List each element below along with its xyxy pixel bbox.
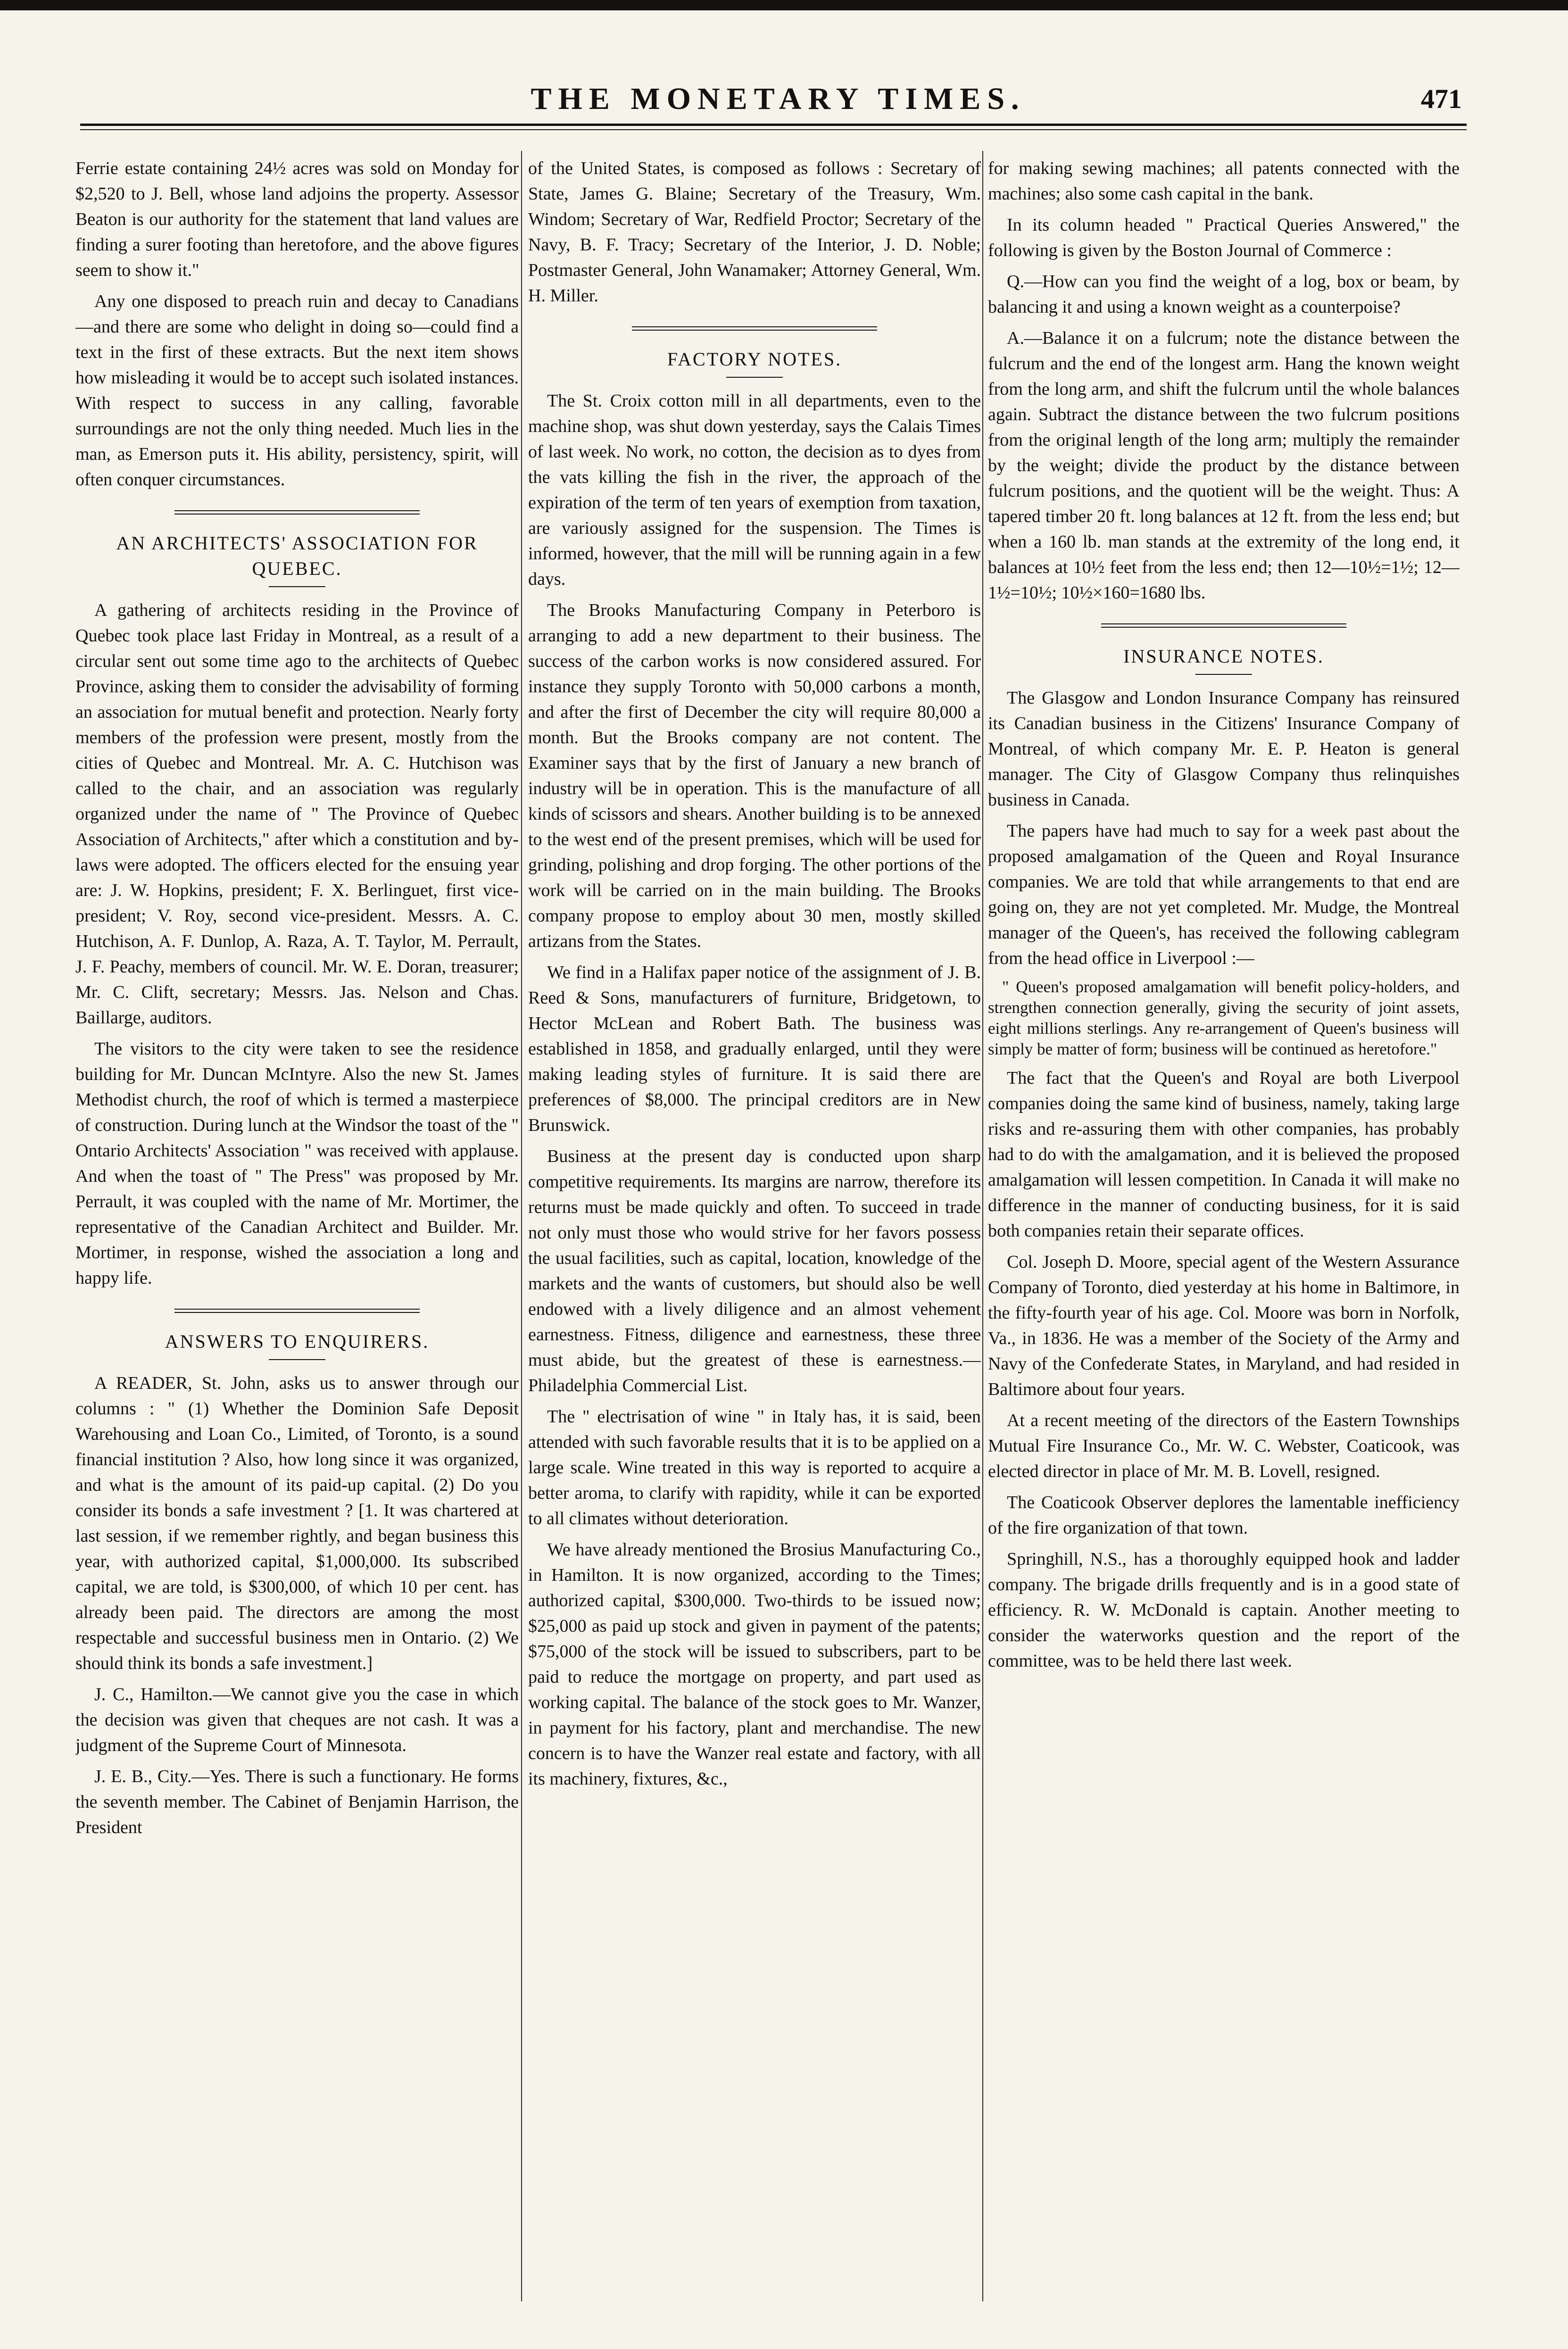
article-paragraph: The Brooks Manufacturing Company in Peterboro is arranging to add a new department to their business. The success of the carbon works is now considered assured. For instance they supply Toronto with 50,000 carbons a month, and after the first of December the city will require 80,000 a month. But the Brooks company are not content. The Examiner says that by the first of January a new branch of industry will be in operation. This is the manufacture of all kinds of scissors and shears. Another building is to be annexed to the west end of the present premises, which will be used for grinding, polishing and drop forging. The other portions of the work will be carried on in the main building. The Brooks company propose to employ about 30 men, mostly skilled artizans from the States. <box>528 600 981 951</box>
headline-factory-notes: FACTORY NOTES. <box>667 349 842 370</box>
newspaper-title: THE MONETARY TIMES. <box>531 82 1026 116</box>
column-2 <box>528 156 981 2301</box>
section-separator <box>1101 623 1346 628</box>
article-paragraph: A gathering of architects residing in the Province of Quebec took place last Friday in Montreal, as a result of a circular sent out some time ago to the architects of Quebec Province, asking them to consider the advisability of forming an association for mutual benefit and protection. Nearly forty members of the profession were present, mostly from the cities of Quebec and Montreal. Mr. A. C. Hutchison was called to the chair, and an association was regularly organized under the name of " The Province of Quebec Association of Architects," after which a constitution and by-laws were adopted. The officers elected for the ensuing year are: J. W. Hopkins, president; F. X. Berlinguet, first vice-president; V. Roy, second vice-president. Messrs. A. C. Hutchison, A. F. Dunlop, A. Raza, A. T. Taylor, M. Perrault, J. F. Peachy, members of council. Mr. W. E. Doran, treasurer; Mr. C. Clift, secretary; Messrs. Jas. Nelson and Chas. Baillarge, auditors. <box>75 600 519 1028</box>
column-divider-1 <box>521 151 522 2301</box>
article-paragraph: The St. Croix cotton mill in all departments, even to the machine shop, was shut down yesterday, says the Calais Times of last week. No work, no cotton, the decision as to dyes from the vats killing the fish in the river, the approach of the expiration of the term of ten years of exemption from taxation, are variously assigned for the suspension. The Times is informed, however, that the mill will be running again in a few days. <box>528 391 981 589</box>
cablegram-quote: " Queen's proposed amalgamation will benefit policy-holders, and strengthen connection generally, giving the security of joint assets, eight millions sterlings. Any re-arrangement of Queen's business will simply be matter of form; business will be continued as heretofore." <box>988 978 1460 1058</box>
article-paragraph: The " electrisation of wine " in Italy has, it is said, been attended with such favorable results that it is to be applied on a large scale. Wine treated in this way is reported to acquire a better aroma, to clarify with rapidity, while it can be exported to all climates without deterioration. <box>528 1407 981 1528</box>
article-paragraph: At a recent meeting of the directors of the Eastern Townships Mutual Fire Insurance Co., Mr. W. C. Webster, Coaticook, was elected director in place of Mr. M. B. Lovell, resigned. <box>988 1411 1460 1481</box>
masthead-rule-thin <box>80 129 1467 130</box>
article-paragraph: J. C., Hamilton.—We cannot give you the case in which the decision was given that cheques are not cash. It was a judgment of the Supreme Court of Minnesota. <box>75 1685 519 1755</box>
article-paragraph: Ferrie estate containing 24½ acres was sold on Monday for $2,520 to J. Bell, whose land adjoins the property. Assessor Beaton is our authority for the statement that land values are finding a surer footing than heretofore, and the above figures seem to show it." <box>75 158 519 280</box>
article-paragraph: J. E. B., City.—Yes. There is such a functionary. He forms the seventh member. The Cabinet of Benjamin Harrison, the President <box>75 1767 519 1837</box>
headline-insurance-notes: INSURANCE NOTES. <box>1123 646 1324 667</box>
headline-rule <box>269 586 325 587</box>
article-paragraph: of the United States, is composed as follows : Secretary of State, James G. Blaine; Secretary of the Treasury, Wm. Windom; Secretary of War, Redfield Proctor; Secretary of the Navy, B. F. Tracy; Secretary of the Interior, J. D. Noble; Postmaster General, John Wanamaker; Attorney General, Wm. H. Miller. <box>528 158 981 306</box>
article-paragraph: The fact that the Queen's and Royal are both Liverpool companies doing the same kind of business, namely, taking large risks and re-assuring them with other companies, has probably had to do with the amalgamation, and it is believed the proposed amalgamation will lessen competition. In Canada it will make no difference in the manner of conducting business, for it is said both companies retain their separate offices. <box>988 1068 1460 1241</box>
headline-rule <box>1195 674 1252 675</box>
top-edge-band <box>0 0 1568 10</box>
article-paragraph: The Glasgow and London Insurance Company has reinsured its Canadian business in the Citizens' Insurance Company of Montreal, of which company Mr. E. P. Heaton is general manager. The City of Glasgow Company thus relinquishes business in Canada. <box>988 688 1460 810</box>
column-1 <box>75 156 519 2301</box>
article-paragraph: Springhill, N.S., has a thoroughly equipped hook and ladder company. The brigade drills frequently and is in a good state of efficiency. R. W. McDonald is captain. Another meeting to consider the waterworks question and the report of the committee, was to be held there last week. <box>988 1549 1460 1671</box>
article-paragraph: A READER, St. John, asks us to answer through our columns : " (1) Whether the Dominion Safe Deposit Warehousing and Loan Co., Limited, of Toronto, is a sound financial institution ? Also, how long since it was organized, and what is the amount of its paid-up capital. (2) Do you consider its bonds a safe investment ? [1. It was chartered at last session, if we remember rightly, and began business this year, with authorized capital, $1,000,000. Its subscribed capital, we are told, is $300,000, of which 10 per cent. has already been paid. The directors are among the most respectable and successful business men in Ontario. (2) We should think its bonds a safe investment.] <box>75 1373 519 1673</box>
query-question: Q.—How can you find the weight of a log, box or beam, by balancing it and using a known weight as a counterpoise? <box>988 272 1460 317</box>
article-paragraph: for making sewing machines; all patents connected with the machines; also some cash capital in the bank. <box>988 158 1460 204</box>
article-paragraph: Business at the present day is conducted upon sharp competitive requirements. Its margins are narrow, therefore its returns must be made quickly and often. To succeed in trade not only must those who would strive for her favors possess the usual facilities, such as capital, location, knowledge of the markets and the wants of customers, but should also be well endowed with a lively diligence and an almost vehement earnestness. Fitness, diligence and earnestness, these three must abide, but the greatest of these is earnestness.—Philadelphia Commercial List. <box>528 1146 981 1395</box>
headline-architects-association: AN ARCHITECTS' ASSOCIATION FOR QUEBEC. <box>116 532 478 579</box>
headline-rule <box>269 1359 325 1360</box>
article-paragraph: Col. Joseph D. Moore, special agent of the Western Assurance Company of Toronto, died yesterday at his home in Baltimore, in the fifty-fourth year of his age. Col. Moore was born in Norfolk, Va., in 1836. He was a member of the Society of the Army and Navy of the Confederate States, in Maryland, and had resided in Baltimore about four years. <box>988 1252 1460 1399</box>
article-paragraph: We have already mentioned the Brosius Manufacturing Co., in Hamilton. It is now organized, according to the Times; authorized capital, $300,000. Two-thirds to be issued now; $25,000 as paid up stock and given in payment of the patents; $75,000 of the stock will be issued to subscribers, part to be paid to reduce the mortgage on property, and part used as working capital. The balance of the stock goes to Mr. Wanzer, in payment for his factory, plant and merchandise. The new concern is to have the Wanzer real estate and factory, with all its machinery, fixtures, &c., <box>528 1540 981 1789</box>
section-separator <box>174 1309 420 1313</box>
article-paragraph: The Coaticook Observer deplores the lamentable inefficiency of the fire organization of that town. <box>988 1493 1460 1538</box>
headline-answers-to-enquirers: ANSWERS TO ENQUIRERS. <box>165 1331 430 1352</box>
article-paragraph: The visitors to the city were taken to see the residence building for Mr. Duncan McIntyre. Also the new St. James Methodist church, the roof of which is termed a masterpiece of construction. During lunch at the Windsor the toast of the " Ontario Architects' Association " was received with applause. And when the toast of " The Press" was proposed by Mr. Perrault, it was coupled with the name of Mr. Mortimer, the representative of the Canadian Architect and Builder. Mr. Mortimer, in response, wished the association a long and happy life. <box>75 1039 519 1288</box>
column-3 <box>988 156 1460 2301</box>
section-separator <box>632 326 877 331</box>
query-answer: A.—Balance it on a fulcrum; note the distance between the fulcrum and the end of the longest arm. Hang the known weight from the long arm, and shift the fulcrum until the whole balances again. Subtract the distance between the two fulcrum positions from the original length of the long arm; multiply the remainder by the weight; divide the product by the distance between fulcrum positions, and the quotient will be the weight. Thus: A tapered timber 20 ft. long balances at 12 ft. from the less end; but when a 160 lb. man stands at the extremity of the long end, it balances at 10½ feet from the less end; then 12—10½=1½; 12—1½=10½; 10½×160=1680 lbs. <box>988 328 1460 603</box>
section-separator <box>174 510 420 515</box>
article-paragraph: The papers have had much to say for a week past about the proposed amalgamation of the Queen and Royal Insurance companies. We are told that while arrangements to that end are going on, they are not yet completed. Mr. Mudge, the Montreal manager of the Queen's, has received the following cablegram from the head office in Liverpool :— <box>988 821 1460 968</box>
article-paragraph: In its column headed " Practical Queries Answered," the following is given by the Boston Journal of Commerce : <box>988 215 1460 260</box>
article-paragraph: Any one disposed to preach ruin and decay to Canadians—and there are some who delight in doing so—could find a text in the first of these extracts. But the next item shows how misleading it would be to accept such isolated instances. With respect to success in any calling, favorable surroundings are not the only thing needed. Much lies in the man, as Emerson puts it. His ability, persistency, spirit, will often conquer circumstances. <box>75 291 519 490</box>
headline-rule <box>726 377 783 378</box>
masthead-rule-thick <box>80 124 1467 126</box>
column-divider-2 <box>982 151 983 2301</box>
masthead <box>47 71 1509 127</box>
page-number: 471 <box>1421 83 1462 114</box>
article-paragraph: We find in a Halifax paper notice of the assignment of J. B. Reed & Sons, manufacturers of furniture, Bridgetown, to Hector McLean and Robert Bath. The business was established in 1858, and gradually enlarged, until they were making leading styles of furniture. It is said there are preferences of $8,000. The principal creditors are in New Brunswick. <box>528 963 981 1135</box>
